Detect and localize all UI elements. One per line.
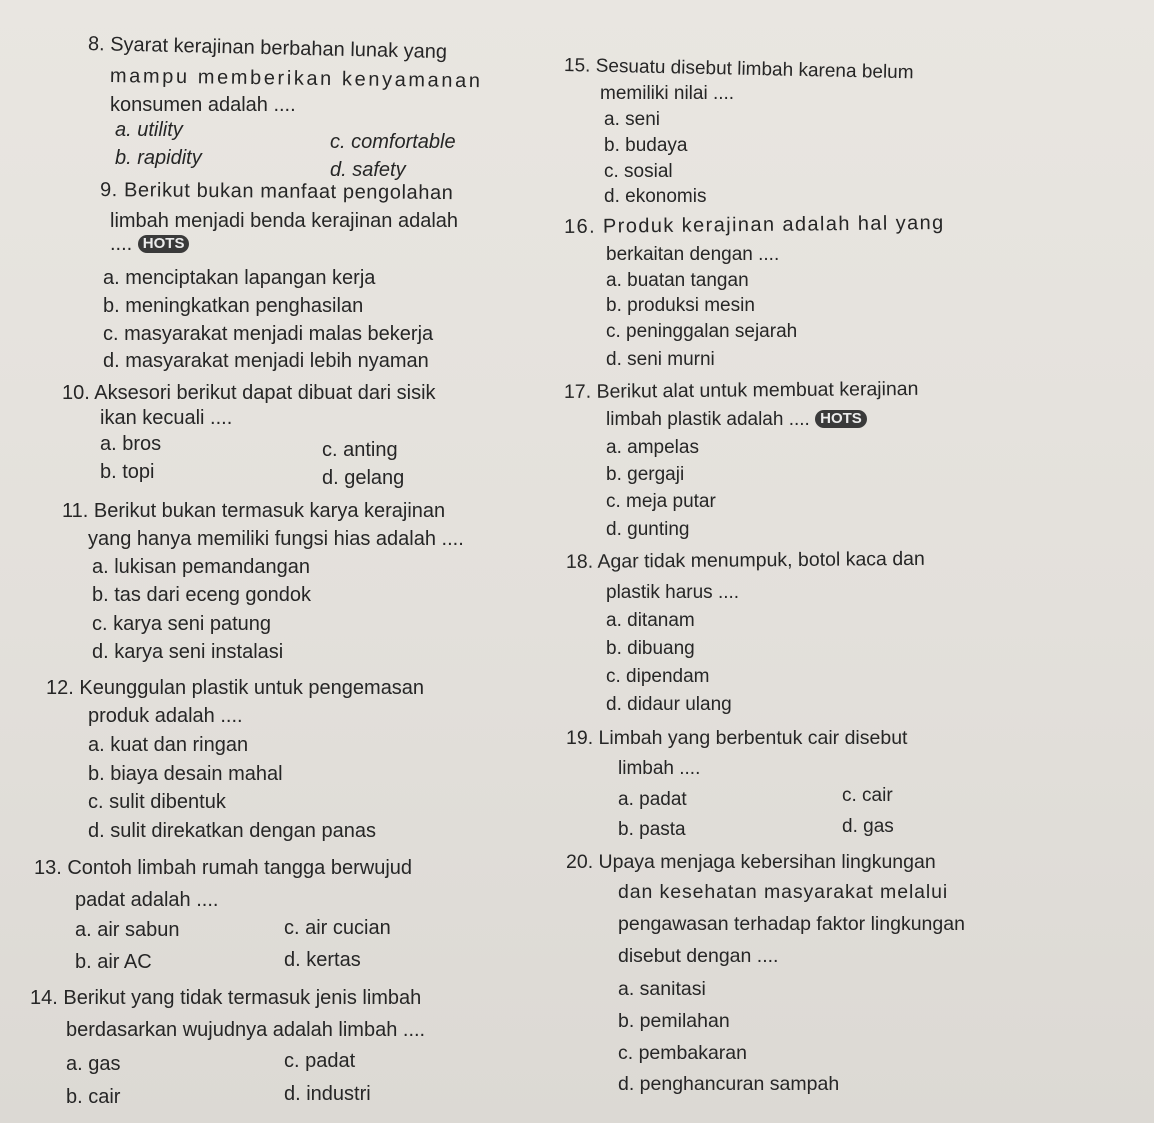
q8-line3: konsumen adalah .... xyxy=(110,94,296,116)
q18-line1: 18. Agar tidak menumpuk, botol kaca dan xyxy=(565,547,925,573)
q18-line2: plastik harus .... xyxy=(606,582,740,603)
q16-option-d: d. seni murni xyxy=(606,349,715,370)
q14-option-b: b. cair xyxy=(66,1086,121,1108)
q14-line2: berdasarkan wujudnya adalah limbah .... xyxy=(66,1019,426,1041)
q8-option-d: d. safety xyxy=(330,159,406,181)
q9-line1: 9. Berikut bukan manfaat pengolahan xyxy=(99,179,454,205)
q15-option-d: d. ekonomis xyxy=(604,186,707,207)
q19-line1: 19. Limbah yang berbentuk cair disebut xyxy=(566,727,908,749)
q13-option-c: c. air cucian xyxy=(284,917,391,939)
q13-option-d: d. kertas xyxy=(284,949,361,971)
q11-line2: yang hanya memiliki fungsi hias adalah .... xyxy=(88,528,464,550)
q8-option-c: c. comfortable xyxy=(330,131,456,153)
q10-line2: ikan kecuali .... xyxy=(100,407,233,429)
q11-option-c: c. karya seni patung xyxy=(92,613,271,635)
q20-option-a: a. sanitasi xyxy=(618,978,706,1000)
q12-option-d: d. sulit direkatkan dengan panas xyxy=(88,820,376,842)
q20-option-d: d. penghancuran sampah xyxy=(618,1073,840,1095)
q11-option-b: b. tas dari eceng gondok xyxy=(92,584,312,606)
q17-line2: limbah plastik adalah .... xyxy=(606,409,810,430)
q19-option-a: a. padat xyxy=(618,789,687,810)
q12-option-b: b. biaya desain mahal xyxy=(88,763,283,785)
q9-line2: limbah menjadi benda kerajinan adalah xyxy=(110,210,459,232)
q8-line1: 8. Syarat kerajinan berbahan lunak yang xyxy=(87,33,448,64)
q8-option-b: b. rapidity xyxy=(115,147,202,169)
q15-option-a: a. seni xyxy=(604,109,660,130)
q14-option-a: a. gas xyxy=(66,1053,121,1075)
q9-option-a: a. menciptakan lapangan kerja xyxy=(103,267,376,289)
q20-line1: 20. Upaya menjaga kebersihan lingkungan xyxy=(566,851,936,873)
q13-option-a: a. air sabun xyxy=(75,919,180,941)
q18-option-c: c. dipendam xyxy=(606,666,710,687)
q11-option-d: d. karya seni instalasi xyxy=(92,641,284,663)
q20-option-b: b. pemilahan xyxy=(618,1010,730,1032)
q14-line1: 14. Berikut yang tidak termasuk jenis limbah xyxy=(30,987,422,1009)
q18-option-d: d. didaur ulang xyxy=(606,694,732,715)
q19-option-d: d. gas xyxy=(842,816,894,837)
q17-option-a: a. ampelas xyxy=(606,437,699,458)
q17-option-b: b. gergaji xyxy=(606,464,685,485)
q9-line3: .... xyxy=(110,233,133,255)
q16-option-a: a. buatan tangan xyxy=(606,270,749,291)
q20-line2: dan kesehatan masyarakat melalui xyxy=(618,881,949,903)
q12-option-c: c. sulit dibentuk xyxy=(88,791,226,813)
q20-line3: pengawasan terhadap faktor lingkungan xyxy=(618,913,965,935)
q15-line1: 15. Sesuatu disebut limbah karena belum xyxy=(563,55,914,84)
q15-option-c: c. sosial xyxy=(604,161,673,182)
q15-line2: memiliki nilai .... xyxy=(600,83,735,104)
q9-option-b: b. meningkatkan penghasilan xyxy=(103,295,364,317)
q18-option-b: b. dibuang xyxy=(606,638,695,659)
q19-line2: limbah .... xyxy=(618,758,701,779)
q13-line1: 13. Contoh limbah rumah tangga berwujud xyxy=(34,857,413,879)
q14-option-d: d. industri xyxy=(284,1083,371,1105)
q12-line2: produk adalah .... xyxy=(88,705,243,727)
q17-hots-badge: HOTS xyxy=(815,410,867,428)
q9-hots-badge: HOTS xyxy=(138,235,190,253)
q15-option-b: b. budaya xyxy=(604,135,688,156)
q16-line2: berkaitan dengan .... xyxy=(606,244,780,265)
q14-option-c: c. padat xyxy=(284,1050,356,1072)
q19-option-b: b. pasta xyxy=(618,819,686,840)
q12-line1: 12. Keunggulan plastik untuk pengemasan xyxy=(46,677,425,699)
q10-option-b: b. topi xyxy=(100,461,155,483)
q13-line2: padat adalah .... xyxy=(75,889,219,911)
q11-option-a: a. lukisan pemandangan xyxy=(92,556,310,578)
q17-option-d: d. gunting xyxy=(606,519,690,540)
q16-option-b: b. produksi mesin xyxy=(606,295,755,316)
q16-line1: 16. Produk kerajinan adalah hal yang xyxy=(563,212,945,238)
q20-line4: disebut dengan .... xyxy=(618,945,779,967)
q10-option-d: d. gelang xyxy=(322,467,405,489)
q8-option-a: a. utility xyxy=(115,119,183,141)
q17-option-c: c. meja putar xyxy=(606,491,716,512)
q16-option-c: c. peninggalan sejarah xyxy=(606,321,798,342)
q11-line1: 11. Berikut bukan termasuk karya kerajinan xyxy=(62,500,446,522)
q18-option-a: a. ditanam xyxy=(606,610,695,631)
q9-option-d: d. masyarakat menjadi lebih nyaman xyxy=(103,350,429,372)
q8-line2: mampu memberikan kenyamanan xyxy=(109,65,483,93)
q19-option-c: c. cair xyxy=(842,785,893,806)
q9-option-c: c. masyarakat menjadi malas bekerja xyxy=(103,323,434,345)
q10-option-a: a. bros xyxy=(100,433,162,455)
q13-option-b: b. air AC xyxy=(75,951,152,973)
q10-line1: 10. Aksesori berikut dapat dibuat dari sisik xyxy=(62,382,436,404)
q20-option-c: c. pembakaran xyxy=(618,1042,747,1064)
q12-option-a: a. kuat dan ringan xyxy=(88,734,249,756)
q10-option-c: c. anting xyxy=(322,439,398,461)
q17-line1: 17. Berikut alat untuk membuat kerajinan xyxy=(563,377,919,403)
